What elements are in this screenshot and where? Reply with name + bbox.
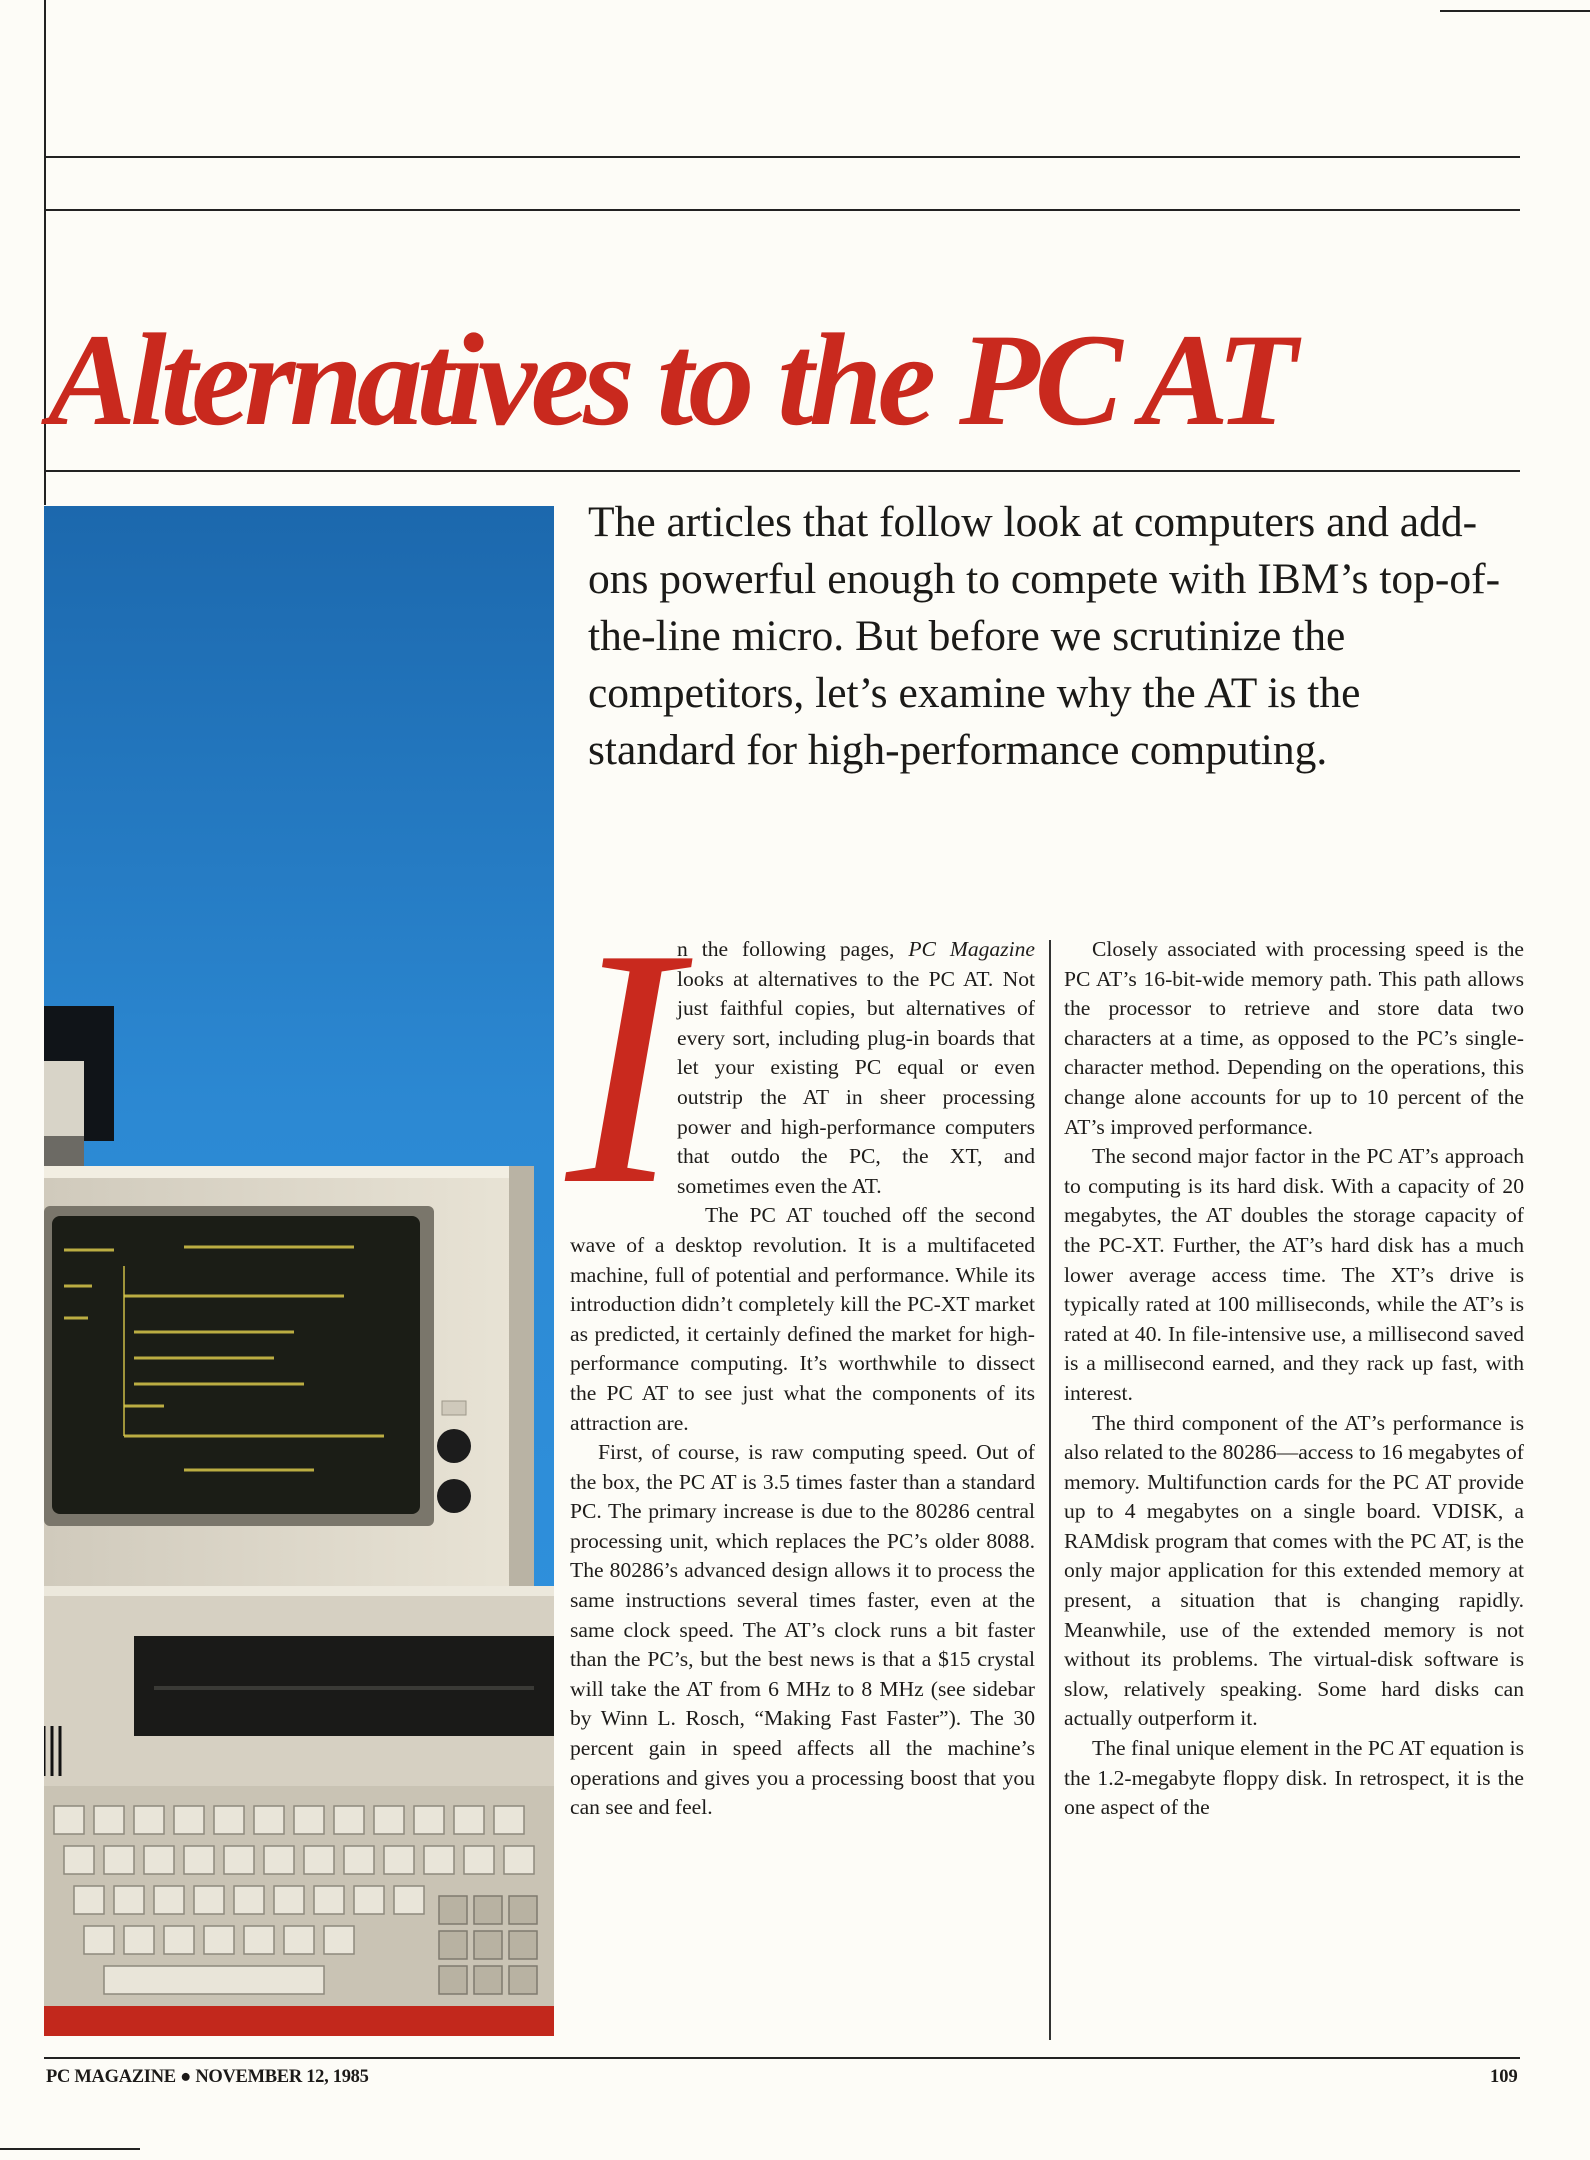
col2-paragraph-4: The final unique element in the PC AT equation is the 1.2-megabyte floppy disk. In retrospect, it is the one aspect of the <box>1064 1736 1525 1820</box>
col1-p1-rest: looks at alternatives to the PC AT. Not just faithful copies, but alternatives of every sort, including plug-in boards that let your existing PC equal or even outstrip the AT in sheer processing power and high-performance computers that outdo the PC, the XT, and sometimes even the AT. <box>677 966 1035 1198</box>
footer-magazine: PC MAGAZINE <box>46 2067 176 2087</box>
header-rule-1 <box>44 156 1520 158</box>
page-number: 109 <box>1490 2067 1518 2087</box>
body-column-2 <box>1064 935 1524 1823</box>
drop-cap-letter: I <box>566 878 680 1255</box>
magazine-name-italic: PC Magazine <box>908 937 1036 961</box>
title-part-2: to the PC AT <box>656 306 1293 453</box>
col1-paragraph-3: First, of course, is raw computing speed. Out of the box, the PC AT is 3.5 times faster than a standard PC. The primary increase is due to the 80286 central processing unit, which replaces the PC’s older 8088. The 80286’s advanced design allows it to process the same instructions several times faster, even at the same clock speed. The AT’s clock runs a bit faster than the PC’s, but the best news is that a $15 crystal will take the AT from 6 MHz to 8 MHz (see sidebar by Winn L. Rosch, “Making Fast Faster”). The 30 percent gain in speed affects all the machine’s operations and gives you a processing boost that you can see and feel. <box>570 1440 1035 1820</box>
article-deck: The articles that follow look at computers and add-ons powerful enough to compete with IBM’s top-of-the-line micro. But before we scrutinize the competitors, let’s examine why the AT is the standard for high-performance computing. <box>588 498 1501 774</box>
footer-date: NOVEMBER 12, 1985 <box>195 2067 369 2087</box>
col2-paragraph-3: The third component of the AT’s performance is also related to the 80286—access to 16 megabytes of memory. Multifunction cards for the PC AT provide up to 4 megabytes on a single board. VDISK, a RAMdisk program that comes with the PC AT, is the only major application for this extended memory at present, a situation that is changing rapidly. Meanwhile, use of the extended memory is not without its problems. The virtual-disk software is slow, relatively speaking. Some hard disks can actually outperform it. <box>1064 1410 1524 1731</box>
col2-paragraph-1: Closely associated with processing speed is the PC AT’s 16-bit-wide memory path. This path allows the processor to retrieve and store data two characters at a time, as opposed to the PC’s single-character method. Depending on the operations, this change alone accounts for up to 10 percent of the AT’s improved performance. <box>1064 937 1524 1139</box>
title-part-1: Alternatives <box>48 306 629 453</box>
bottom-left-rule <box>0 2148 140 2150</box>
footer-rule <box>44 2057 1520 2059</box>
col1-paragraph-2: The PC AT touched off the second wave of a desktop revolution. It is a multifaceted machine, full of potential and performance. While its introduction didn’t completely kill the PC-XT market as predicted, it certainly defined the market for high-performance computing. It’s worthwhile to dissect the PC AT to see just what the components of its attraction are. <box>570 1203 1035 1435</box>
footer-bullet: ● <box>180 2067 191 2087</box>
title-underline <box>44 470 1520 472</box>
footer-magazine-date <box>46 2067 369 2088</box>
header-rule-2 <box>44 209 1520 211</box>
column-divider <box>1049 940 1051 2040</box>
left-margin-rule <box>44 0 46 505</box>
body-column-1 <box>566 878 1036 1823</box>
col2-paragraph-2: The second major factor in the PC AT’s approach to computing is its hard disk. With a capacity of 20 megabytes, the AT doubles the storage capacity of the PC-XT. Further, the AT’s hard disk has a much lower average access time. The XT’s drive is typically rated at 100 milliseconds, while the AT’s is rated at 40. In file-intensive use, a millisecond saved is a millisecond earned, and they rack up fast, with interest. <box>1064 1144 1524 1405</box>
col1-p1-lead: n the following pages, <box>677 937 909 961</box>
drop-cap <box>566 878 680 1255</box>
computer-illustration <box>44 506 554 2036</box>
top-right-rule <box>1440 10 1590 12</box>
article-title <box>48 305 1528 455</box>
computer-photo <box>44 506 554 2036</box>
